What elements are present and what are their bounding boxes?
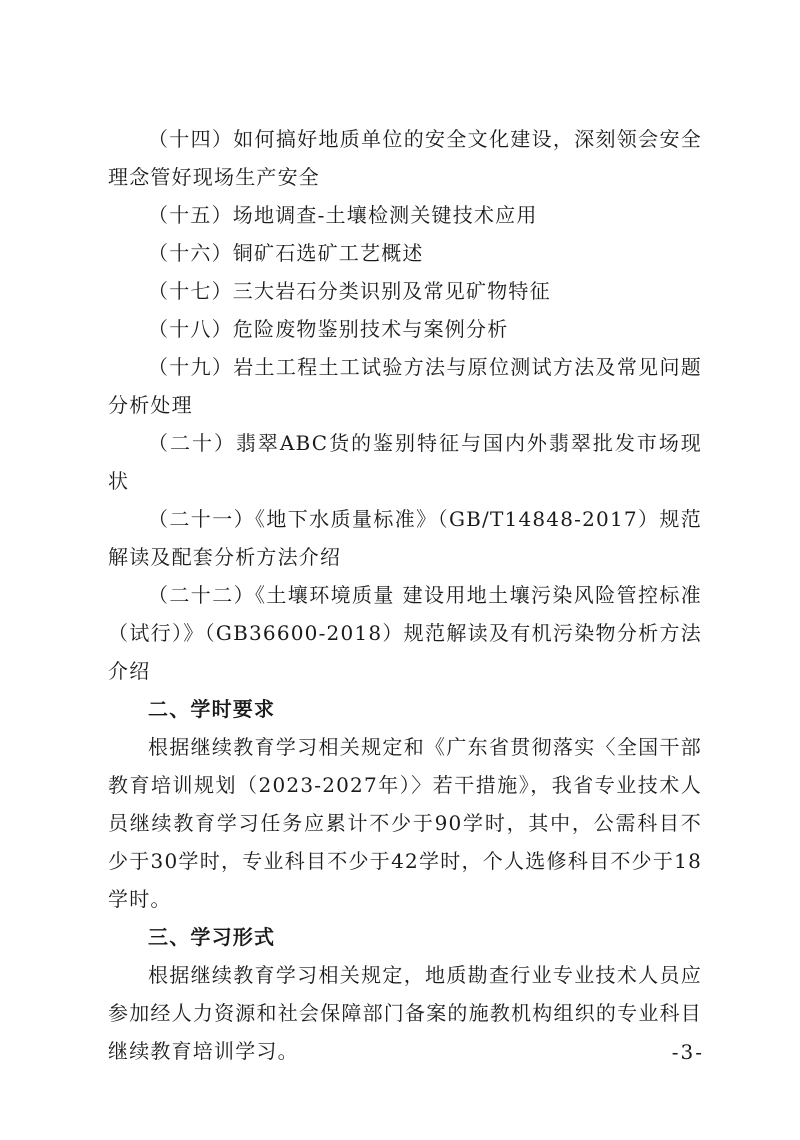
course-item-18: （十八）危险废物鉴别技术与案例分析 [148, 317, 509, 341]
section-body-study-form: 根据继续教育学习相关规定，地质勘查行业专业技术人员应参加经人力资源和社会保障部门备案的施教机构组织的专业科目继续教育培训学习。 [108, 963, 702, 1063]
course-item-16: （十六）铜矿石选矿工艺概述 [148, 241, 424, 265]
document-body [108, 120, 702, 1070]
course-item-21: （二十一）《地下水质量标准》（GB/T14848-2017）规范解读及配套分析方法介绍 [108, 507, 702, 569]
course-item-15: （十五）场地调查-土壤检测关键技术应用 [148, 203, 538, 227]
course-item-14: （十四）如何搞好地质单位的安全文化建设，深刻领会安全理念管好现场生产安全 [108, 127, 702, 189]
course-item-20: （二十）翡翠ABC货的鉴别特征与国内外翡翠批发市场现状 [108, 431, 702, 493]
section-body-study-hours: 根据继续教育学习相关规定和《广东省贯彻落实〈全国干部教育培训规划（2023-2027年）〉若干措施》，我省专业技术人员继续教育学习任务应累计不少于90学时，其中，公需科目不少于30学时，专业科目不少于42学时，个人选修科目不少于18学时。 [108, 735, 702, 911]
section-heading-study-hours: 二、学时要求 [148, 697, 276, 721]
course-item-22: （二十二）《土壤环境质量 建设用地土壤污染风险管控标准（试行）》（GB36600-2018）规范解读及有机污染物分析方法介绍 [108, 583, 702, 683]
section-heading-study-form: 三、学习形式 [148, 925, 276, 949]
course-item-17: （十七）三大岩石分类识别及常见矿物特征 [148, 279, 551, 303]
page-number: -3- [671, 1040, 704, 1064]
course-item-19: （十九）岩土工程土工试验方法与原位测试方法及常见问题分析处理 [108, 355, 702, 417]
